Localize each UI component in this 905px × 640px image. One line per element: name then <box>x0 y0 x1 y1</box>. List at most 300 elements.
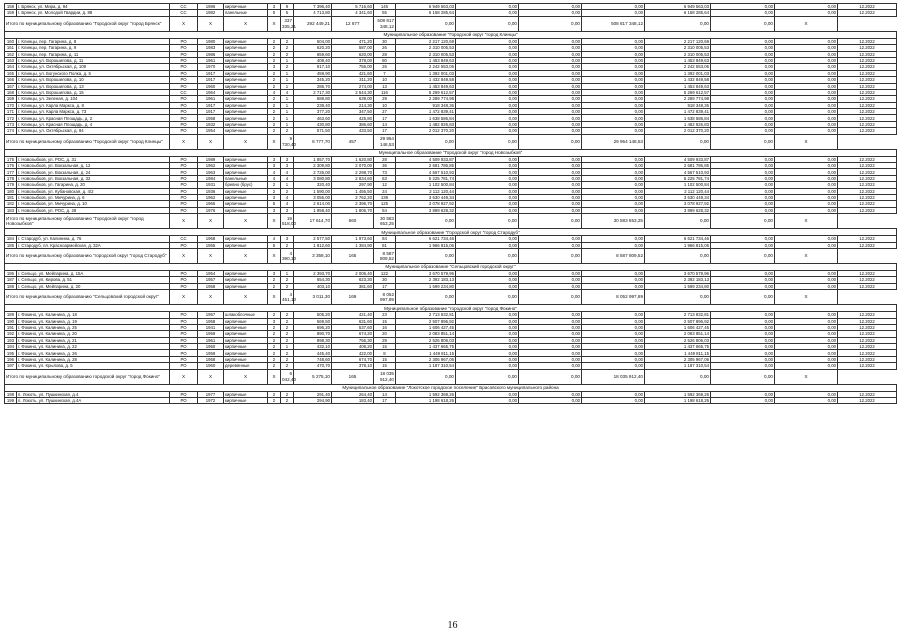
table-cell: г. Фокино, ул. Калинина, д. 21 <box>17 337 170 343</box>
table-cell: 432,10 <box>294 344 332 350</box>
table-cell: 620,00 <box>332 51 374 57</box>
table-cell: 184 <box>5 236 17 242</box>
table-cell: 185 <box>5 242 17 248</box>
subtotal-cell: 0,00 <box>519 290 582 305</box>
table-cell: 0,00 <box>711 324 775 330</box>
table-cell: 1 638 586,84 <box>645 115 711 121</box>
table-cell: 2 <box>281 312 294 318</box>
table-cell: 3 055,00 <box>294 194 332 200</box>
table-cell: 0,00 <box>582 344 645 350</box>
subtotal-cell: 0,00 <box>396 290 456 305</box>
table-cell: 1 <box>281 70 294 76</box>
table-cell: 2 <box>268 363 281 369</box>
table-cell: 2 507 896,92 <box>645 318 711 324</box>
table-cell: кирпичные <box>224 70 268 76</box>
table-cell: 0,00 <box>775 121 838 127</box>
table-cell: 1 482 926,83 <box>396 121 456 127</box>
table-cell: 2 396,70 <box>332 201 374 207</box>
table-cell: 0,00 <box>519 121 582 127</box>
table-cell: 17 <box>374 115 396 121</box>
table-cell: 0,00 <box>775 83 838 89</box>
table-cell: 12.2022 <box>838 169 897 175</box>
table-cell: кирпичные <box>224 277 268 283</box>
table-cell: 63 <box>374 175 396 181</box>
table-cell: 2 <box>281 356 294 362</box>
table-cell: 73 <box>374 169 396 175</box>
table-cell: 0,00 <box>582 45 645 51</box>
table-cell: РО <box>170 344 198 350</box>
table-cell: 0,00 <box>456 201 519 207</box>
subtotal-cell: X <box>224 214 268 229</box>
subtotal-cell: 337 335,21 <box>281 16 294 31</box>
table-cell: 0,00 <box>775 324 838 330</box>
subtotal-cell: X <box>224 369 268 384</box>
table-cell: 12.2022 <box>838 128 897 134</box>
table-cell: деревянные <box>224 363 268 369</box>
table-cell: 163 <box>5 57 17 63</box>
table-cell: 0,00 <box>582 350 645 356</box>
table-cell: 146 <box>374 4 396 10</box>
table-cell: г. Сельцо, ул. Мейпарина, д. 20 <box>17 283 170 289</box>
table-cell: кирпичные <box>224 45 268 51</box>
table-cell: г. Новозыбков, ул. Мичурина, д. 6 <box>17 194 170 200</box>
table-cell: 0,00 <box>519 169 582 175</box>
subtotal-cell: 0,00 <box>519 369 582 384</box>
table-cell: 1941 <box>198 324 224 330</box>
table-cell: 696,20 <box>294 324 332 330</box>
table-cell: 347,50 <box>332 109 374 115</box>
table-cell: 377,20 <box>294 109 332 115</box>
table-cell: 12.2022 <box>838 391 897 397</box>
table-cell: кирпичные <box>224 270 268 276</box>
houses-register-table <box>4 3 897 404</box>
subtotal-cell: 4 451,10 <box>281 290 294 305</box>
table-cell: 1 857,70 <box>294 156 332 162</box>
table-cell: 12.2022 <box>838 4 897 10</box>
table-cell: 5 225 781,74 <box>645 175 711 181</box>
table-cell: 6 158 285,64 <box>396 10 456 16</box>
table-cell: 471,20 <box>332 38 374 44</box>
table-cell: 0,00 <box>582 242 645 248</box>
table-cell: 2 717,30 <box>294 89 332 95</box>
table-cell: РО <box>170 115 198 121</box>
table-cell: 0,00 <box>582 182 645 188</box>
subtotal-label: Итого по муниципальному образованию городской округ "город Фокино" <box>5 369 170 384</box>
table-cell: 165 <box>5 70 17 76</box>
table-cell: 0,00 <box>711 398 775 404</box>
subtotal-cell: 0,00 <box>456 134 519 149</box>
table-cell: 1 437 665,75 <box>645 344 711 350</box>
table-cell: РО <box>170 102 198 108</box>
table-cell: 2 <box>281 45 294 51</box>
table-cell: 4 509 933,87 <box>396 156 456 162</box>
table-cell: 0,00 <box>775 102 838 108</box>
table-cell: 17 <box>374 398 396 404</box>
table-cell: 0,00 <box>456 89 519 95</box>
table-cell: 0,00 <box>456 102 519 108</box>
table-cell: 2 507 896,92 <box>396 318 456 324</box>
table-cell: 171 <box>5 109 17 115</box>
table-cell: 3 078 927,92 <box>396 201 456 207</box>
table-cell: 0,00 <box>711 391 775 397</box>
table-cell: 0,00 <box>711 45 775 51</box>
table-cell: 2 834,60 <box>332 175 374 181</box>
table-cell: 1 453 849,63 <box>396 83 456 89</box>
table-cell: РО <box>170 64 198 70</box>
table-cell: РО <box>170 194 198 200</box>
table-cell: 0,00 <box>711 337 775 343</box>
table-cell: 3 670 579,96 <box>396 270 456 276</box>
section-header-row <box>5 149 897 156</box>
table-cell: 2 713 832,81 <box>645 312 711 318</box>
table-cell: 3 078 927,92 <box>645 201 711 207</box>
subtotal-cell: 8 587 809,52 <box>582 248 645 263</box>
table-cell: 2 <box>268 57 281 63</box>
table-cell: 12.2022 <box>838 194 897 200</box>
table-cell: 4 <box>281 201 294 207</box>
subtotal-cell: 29 954 148,53 <box>374 134 396 149</box>
section-header-row <box>5 384 897 391</box>
subtotal-cell: X <box>170 248 198 263</box>
table-cell: 1 198 618,26 <box>396 398 456 404</box>
table-cell: 0,00 <box>775 64 838 70</box>
subtotal-cell: 0,00 <box>645 290 711 305</box>
subtotal-cell: 0,00 <box>519 248 582 263</box>
table-cell: г. Фокино, ул. Калинина, д. 28 <box>17 356 170 362</box>
table-cell: 1 812,60 <box>294 242 332 248</box>
table-cell: панельные <box>224 10 268 16</box>
table-cell: 0,00 <box>519 77 582 83</box>
subtotal-cell: 6 042,40 <box>281 369 294 384</box>
table-cell: РО <box>170 83 198 89</box>
table-cell: 2 544,30 <box>332 89 374 95</box>
table-cell: кирпичные <box>224 194 268 200</box>
table-cell: 0,00 <box>775 51 838 57</box>
table-cell: 15 <box>374 356 396 362</box>
table-cell: 0,00 <box>582 51 645 57</box>
table-cell: 116 <box>374 89 396 95</box>
table-cell: 0,00 <box>519 163 582 169</box>
table-cell: 3 <box>281 207 294 213</box>
table-cell: РО <box>170 270 198 276</box>
subtotal-cell: 0,00 <box>711 290 775 305</box>
subtotal-cell: X <box>775 16 838 31</box>
table-cell: 2 <box>268 324 281 330</box>
subtotal-cell: 17 614,70 <box>294 214 332 229</box>
subtotal-cell: X <box>224 290 268 305</box>
table-cell: 199 <box>5 398 17 404</box>
table-cell: 0,00 <box>582 115 645 121</box>
subtotal-cell: 660 <box>332 214 374 229</box>
table-cell: 10 <box>374 77 396 83</box>
table-cell: г. Новозыбков, ул. Кубановская, д. 4/2 <box>17 188 170 194</box>
table-cell: 186 <box>5 270 17 276</box>
table-cell: 1 606 427,45 <box>396 324 456 330</box>
subtotal-cell: 169 <box>332 290 374 305</box>
subtotal-cell: X <box>268 369 281 384</box>
table-cell: 0,00 <box>582 312 645 318</box>
table-cell: 0,00 <box>456 312 519 318</box>
subtotal-cell: 508 817 348,12 <box>582 16 645 31</box>
subtotal-cell: X <box>775 134 838 149</box>
subtotal-label: Итого по муниципальному образованию "городской округ "город Стародуб" <box>5 248 170 263</box>
table-cell: 26 <box>374 45 396 51</box>
table-cell: 1 590,00 <box>294 188 332 194</box>
subtotal-cell: 4 390,10 <box>281 248 294 263</box>
table-cell: 0,00 <box>711 350 775 356</box>
table-cell: 0,00 <box>711 102 775 108</box>
table-cell: г. Клинцы, пер. Гагарина, д. 8 <box>17 38 170 44</box>
table-cell: 2 <box>268 51 281 57</box>
table-cell: 1980 <box>198 38 224 44</box>
table-cell: 0,00 <box>519 45 582 51</box>
table-cell: г. Сельцо, ул. Мейпарина, д. 15А <box>17 270 170 276</box>
table-cell: 674,70 <box>332 356 374 362</box>
subtotal-cell: 0,00 <box>711 214 775 229</box>
table-cell: 0,00 <box>456 236 519 242</box>
table-cell: 2 526 806,03 <box>396 337 456 343</box>
table-cell: 5 <box>268 201 281 207</box>
table-cell: 0,00 <box>582 77 645 83</box>
table-cell: 2 577,50 <box>294 236 332 242</box>
table-cell: 12.2022 <box>838 277 897 283</box>
table-cell: 0,00 <box>711 344 775 350</box>
table-cell: 0,00 <box>456 163 519 169</box>
table-cell: 0,00 <box>775 77 838 83</box>
table-cell: РО <box>170 182 198 188</box>
table-cell: п. Локоть, ул. Пушкинская, д.4 <box>17 391 170 397</box>
subtotal-row <box>5 134 897 149</box>
table-cell: 122 <box>374 270 396 276</box>
table-cell: кирпичные <box>224 344 268 350</box>
subtotal-cell: 457 <box>332 134 374 149</box>
table-cell: 0,00 <box>456 10 519 16</box>
table-cell: 12.2022 <box>838 89 897 95</box>
table-cell: 3 <box>268 64 281 70</box>
table-cell: 2 <box>281 331 294 337</box>
table-cell: 30 <box>374 38 396 44</box>
table-cell: 0,00 <box>582 163 645 169</box>
table-cell: 0,00 <box>775 175 838 181</box>
table-cell: 0,00 <box>456 318 519 324</box>
table-cell: г. Клинцы, пер. Гагарина, д. 11 <box>17 51 170 57</box>
table-cell: 0,00 <box>456 194 519 200</box>
table-cell: 378,10 <box>332 363 374 369</box>
table-cell: 1917 <box>198 102 224 108</box>
table-cell: 1 966 815,06 <box>396 242 456 248</box>
table-cell: 0,00 <box>711 163 775 169</box>
subtotal-cell: 19 518,00 <box>281 214 294 229</box>
table-cell: 12.2022 <box>838 236 897 242</box>
table-cell: 264,40 <box>332 391 374 397</box>
table-cell: 1 <box>281 270 294 276</box>
table-cell: 197 <box>5 363 17 369</box>
table-cell: 9 <box>281 4 294 10</box>
subtotal-cell: 0,00 <box>396 369 456 384</box>
table-cell: 2 526 806,03 <box>645 337 711 343</box>
table-cell: 917,10 <box>294 64 332 70</box>
table-cell: 0,00 <box>582 356 645 362</box>
table-cell: 2 762,20 <box>332 194 374 200</box>
table-cell: 2 <box>268 109 281 115</box>
table-cell: кирпичные <box>224 236 268 242</box>
table-cell: 0,00 <box>456 121 519 127</box>
table-cell: 1 973,60 <box>332 236 374 242</box>
table-cell: 2 <box>268 77 281 83</box>
table-cell: 5 <box>268 10 281 16</box>
table-cell: 0,00 <box>711 70 775 76</box>
table-cell: РО <box>170 324 198 330</box>
table-cell: 183,40 <box>332 398 374 404</box>
table-cell: РО <box>170 242 198 248</box>
table-cell: кирпичные <box>224 337 268 343</box>
subtotal-cell: 0,00 <box>645 248 711 263</box>
table-cell: 2 <box>281 277 294 283</box>
table-cell: 4 713,80 <box>294 10 332 16</box>
table-cell: 659,60 <box>294 51 332 57</box>
table-cell: 0,00 <box>519 96 582 102</box>
table-cell: 3 <box>281 156 294 162</box>
table-cell: 0,00 <box>775 45 838 51</box>
table-cell: 12.2022 <box>838 102 897 108</box>
table-cell: 164 <box>5 64 17 70</box>
table-cell: 1986 <box>198 4 224 10</box>
table-cell: 12.2022 <box>838 312 897 318</box>
table-cell: 0,00 <box>582 283 645 289</box>
table-cell: 1961 <box>198 96 224 102</box>
table-cell: 12.2022 <box>838 318 897 324</box>
subtotal-cell: 0,00 <box>645 16 711 31</box>
table-cell: 190 <box>5 318 17 324</box>
section-title: Муниципальное образование "городской округ "город Фокино" <box>5 305 897 312</box>
table-cell: 504,00 <box>294 38 332 44</box>
table-cell: 0,00 <box>582 102 645 108</box>
table-cell: РО <box>170 391 198 397</box>
table-cell: 12.2022 <box>838 188 897 194</box>
table-cell: 0,00 <box>775 89 838 95</box>
table-cell: 0,00 <box>519 102 582 108</box>
page-number: 16 <box>447 620 458 631</box>
table-cell: 0,00 <box>711 277 775 283</box>
table-cell: 4 <box>281 169 294 175</box>
table-cell: 0,00 <box>582 391 645 397</box>
table-cell: г. Клинцы, ул. Красная Площадь, д. 2 <box>17 115 170 121</box>
table-cell: 0,00 <box>519 194 582 200</box>
table-cell: 12.2022 <box>838 398 897 404</box>
table-cell: 180 <box>5 188 17 194</box>
table-cell: 408,40 <box>294 57 332 63</box>
table-cell: 1958 <box>198 356 224 362</box>
table-cell: РО <box>170 318 198 324</box>
table-cell: 1 620,80 <box>332 156 374 162</box>
table-cell: РО <box>170 356 198 362</box>
table-cell: 0,00 <box>582 83 645 89</box>
table-cell: 214,30 <box>332 102 374 108</box>
table-cell: 0,00 <box>456 188 519 194</box>
table-cell: СС <box>170 236 198 242</box>
table-cell: РО <box>170 201 198 207</box>
table-cell: 0,00 <box>519 64 582 70</box>
table-cell: г. Клинцы, ул. Ворошилова, д. 15 <box>17 89 170 95</box>
table-cell: 2 <box>268 188 281 194</box>
table-cell: 2 <box>268 350 281 356</box>
table-cell: кирпичные <box>224 201 268 207</box>
table-cell: 408,20 <box>332 344 374 350</box>
subtotal-cell: X <box>775 248 838 263</box>
table-cell: 0,00 <box>456 96 519 102</box>
table-cell: 0,00 <box>775 242 838 248</box>
table-cell: 0,00 <box>775 96 838 102</box>
table-cell: 12.2022 <box>838 10 897 16</box>
subtotal-cell: 292 449,21 <box>294 16 332 31</box>
table-cell: 7 396,40 <box>294 4 332 10</box>
table-cell: 1 392 001,03 <box>396 70 456 76</box>
subtotal-cell: 0,00 <box>711 248 775 263</box>
table-cell: 1 592 369,26 <box>396 391 456 397</box>
table-cell: 3 <box>281 163 294 169</box>
table-cell: кирпичные <box>224 156 268 162</box>
table-cell: 0,00 <box>582 188 645 194</box>
table-cell: 0,00 <box>711 356 775 362</box>
table-cell: 0,00 <box>775 38 838 44</box>
table-cell: 20 <box>374 331 396 337</box>
table-cell: 537,60 <box>332 324 374 330</box>
table-cell: 0,00 <box>519 109 582 115</box>
table-cell: 0,00 <box>582 363 645 369</box>
table-cell: 6 949 563,03 <box>396 4 456 10</box>
subtotal-cell: X <box>170 369 198 384</box>
table-cell: 1972 <box>198 398 224 404</box>
table-cell: РО <box>170 156 198 162</box>
table-cell: 175 <box>5 156 17 162</box>
subtotal-cell: 8 587 809,52 <box>374 248 396 263</box>
table-cell: 12.2022 <box>838 51 897 57</box>
table-cell: 0,00 <box>519 398 582 404</box>
subtotal-cell: 0,00 <box>711 16 775 31</box>
table-cell: 0,00 <box>456 169 519 175</box>
table-cell: 0,00 <box>519 277 582 283</box>
table-cell: 654,30 <box>294 277 332 283</box>
table-cell: 2 310 005,53 <box>396 51 456 57</box>
table-cell: 1 <box>281 77 294 83</box>
table-cell: 28 <box>374 156 396 162</box>
table-cell: 918 348,36 <box>645 102 711 108</box>
subtotal-cell: X <box>198 248 224 263</box>
table-cell: 2 <box>281 324 294 330</box>
table-cell: 294,90 <box>294 398 332 404</box>
table-cell: 0,00 <box>456 270 519 276</box>
subtotal-cell: X <box>268 134 281 149</box>
table-cell: 6 <box>281 10 294 16</box>
subtotal-label: Итого по муниципальному образованию "Городской округ "город Новозыбков" <box>5 214 170 229</box>
table-cell: 12.2022 <box>838 324 897 330</box>
table-cell: 0,00 <box>711 109 775 115</box>
table-cell: 2 <box>268 115 281 121</box>
table-cell: 1917 <box>198 77 224 83</box>
table-cell: 166 <box>5 77 17 83</box>
table-cell: 14 <box>374 391 396 397</box>
table-cell: 0,00 <box>456 115 519 121</box>
subtotal-label: Итого по муниципальному образованию "Городской округ "город Брянск" <box>5 16 170 31</box>
table-cell: 430,80 <box>294 121 332 127</box>
table-cell: 1 449 811,15 <box>396 350 456 356</box>
table-cell: 2 <box>268 96 281 102</box>
table-cell: 0,00 <box>711 121 775 127</box>
table-cell: кирпичные <box>224 169 268 175</box>
table-cell: 1 <box>281 109 294 115</box>
subtotal-cell: X <box>775 290 838 305</box>
table-cell: 1960 <box>198 83 224 89</box>
